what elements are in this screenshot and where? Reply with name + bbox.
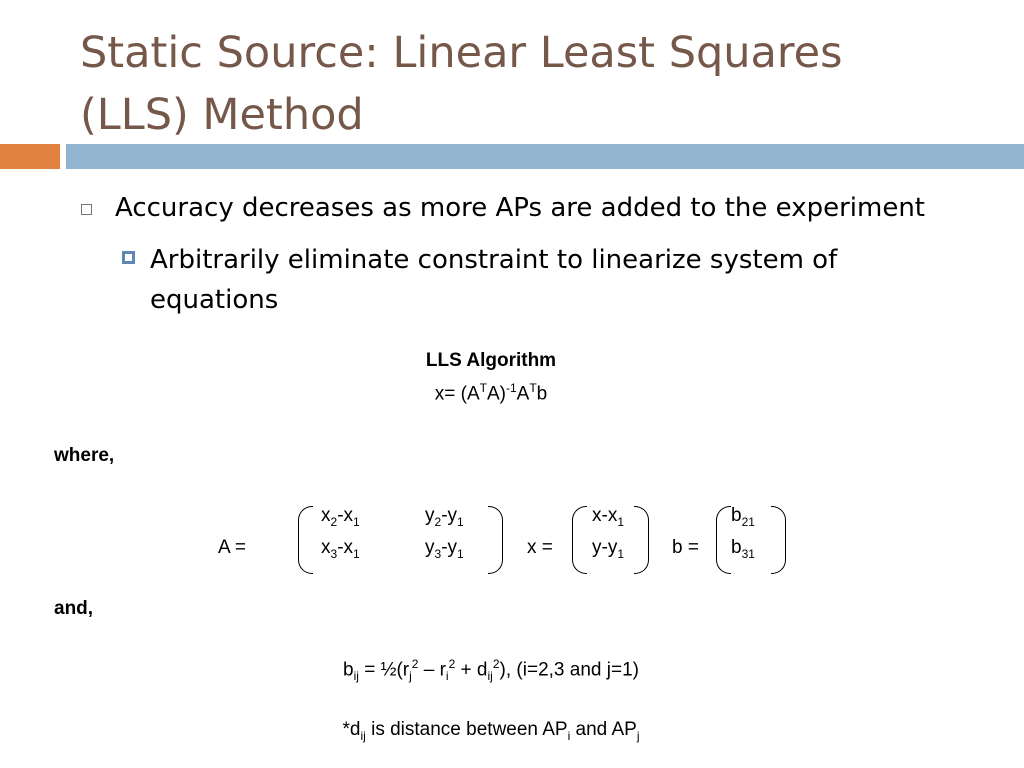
matrix-a-r2c2: $y_3-y_1$ (425, 537, 464, 561)
vector-x-right-paren (634, 506, 649, 574)
vector-b-r2: $b_{31}$ (731, 537, 755, 561)
and-label: and, (54, 598, 94, 619)
filled-square-bullet-icon (122, 251, 135, 264)
where-label: where, (54, 445, 115, 466)
algorithm-formula: $x= (A^TA)^{-1}A^Tb$ (434, 381, 548, 405)
hollow-square-bullet-icon (81, 204, 92, 215)
accent-bar-orange (0, 144, 60, 169)
matrix-a-label: A = (218, 537, 246, 558)
bullet-level2-text: Arbitrarily eliminate constraint to linearize system of equations (150, 245, 838, 315)
matrix-a-right-paren (488, 506, 503, 574)
vector-x-left-paren (572, 506, 587, 574)
slide-title (80, 22, 980, 146)
vector-b-r1: $b_{21}$ (731, 505, 755, 529)
vector-x-label: x = (527, 537, 553, 558)
algorithm-heading: LLS Algorithm (425, 350, 557, 371)
bij-formula: $b_{ij}$ = $\frac{1}{2}(r_j^2 - r_i^2 + d_{ij}^2)$, (i=2,3 and j=1) (343, 657, 639, 684)
vector-x-r2: $y-y_1$ (592, 537, 625, 561)
matrix-a-r2c1: $x_3-x_1$ (321, 537, 360, 561)
distance-footnote: $*d_{ij}$ is distance between $AP_i$ and $AP_j$ (342, 719, 640, 743)
slide-title-line1: Static Source: Linear Least Squares (80, 28, 843, 78)
accent-bar-blue (66, 144, 1024, 169)
matrix-a-r1c2: $y_2-y_1$ (425, 505, 464, 529)
matrix-a-r1c1: $x_2-x_1$ (321, 505, 360, 529)
vector-x-r1: $x-x_1$ (592, 505, 625, 529)
matrix-a-left-paren (298, 506, 313, 574)
vector-b-right-paren (771, 506, 786, 574)
bullet-level1-text: Accuracy decreases as more APs are added to the experiment (115, 193, 925, 223)
vector-b-label: b = (672, 537, 699, 558)
vector-b-left-paren (716, 506, 731, 574)
slide-title-line2: (LLS) Method (80, 90, 364, 140)
